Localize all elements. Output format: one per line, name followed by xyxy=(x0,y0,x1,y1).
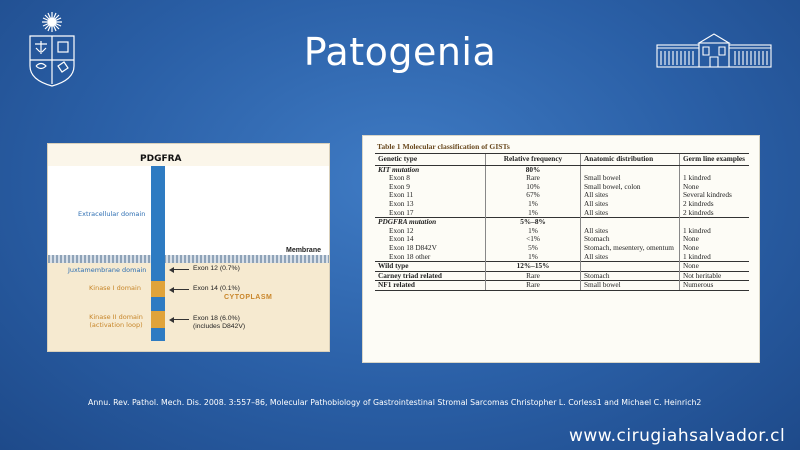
membrane-label: Membrane xyxy=(285,247,321,254)
cell xyxy=(581,262,680,272)
cell: Small bowel xyxy=(581,174,680,183)
cell: Exon 11 xyxy=(389,190,414,200)
kinase2-label-line1: Kinase II domain xyxy=(89,313,143,321)
cell: Exon 8 xyxy=(389,173,410,183)
cell: 1% xyxy=(486,253,581,262)
cell: Not heritable xyxy=(680,271,750,281)
cell: 2 kindreds xyxy=(680,209,750,218)
citation-text: Annu. Rev. Pathol. Mech. Dis. 2008. 3:557–86, Molecular Pathobiology of Gastrointestinal Stromal Sarcomas Christopher L. Corless1 and Michael C. Heinrich2 xyxy=(88,398,702,407)
table-header-row xyxy=(375,154,749,166)
kinase2-label xyxy=(86,313,146,329)
cell: NF1 related xyxy=(375,281,486,291)
cell: Stomach xyxy=(581,235,680,244)
cell: None xyxy=(680,244,750,253)
cell: 1% xyxy=(486,200,581,209)
cell: Carney triad related xyxy=(375,271,486,281)
cell-text: PDGFRA mutation xyxy=(378,217,437,227)
column-header: Genetic type xyxy=(375,154,486,166)
cell: All sites xyxy=(581,200,680,209)
exon18-arrow xyxy=(173,319,189,320)
cell: All sites xyxy=(581,253,680,262)
cell: None xyxy=(680,235,750,244)
university-crest-icon xyxy=(22,8,82,88)
cell: Stomach xyxy=(581,271,680,281)
cell: None xyxy=(680,262,750,272)
cell: 12%–15% xyxy=(486,262,581,272)
cell-text: KIT mutation xyxy=(378,164,420,174)
diagram-title: PDGFRA xyxy=(140,154,182,164)
cell: Rare xyxy=(486,174,581,183)
gist-table-panel xyxy=(362,135,760,363)
cell: Exon 18 D842V xyxy=(389,242,437,252)
cell: 10% xyxy=(486,183,581,192)
cell: 1 kindred xyxy=(680,227,750,236)
extracellular-segment xyxy=(151,166,165,262)
exon12-arrow xyxy=(173,269,189,270)
column-header: Anatomic distribution xyxy=(581,154,680,166)
table-row xyxy=(375,262,749,272)
table-row xyxy=(375,281,749,291)
cytoplasm-label: CYTOPLASM xyxy=(224,294,273,301)
cell: Numerous xyxy=(680,281,750,291)
cell: Rare xyxy=(486,281,581,291)
website-url: www.cirugiahsalvador.cl xyxy=(569,426,786,446)
cell: <1% xyxy=(486,235,581,244)
cell: 2 kindreds xyxy=(680,200,750,209)
hospital-building-icon xyxy=(655,33,773,69)
juxtamembrane-label: Juxtamembrane domain xyxy=(68,266,147,274)
kinase2-label-line2: (activation loop) xyxy=(89,321,143,329)
cell: All sites xyxy=(581,191,680,200)
cell: Rare xyxy=(486,271,581,281)
cell: Exon 14 xyxy=(389,234,414,244)
cell: None xyxy=(680,183,750,192)
cell: Small bowel, colon xyxy=(581,183,680,192)
column-header: Germ line examples xyxy=(680,154,750,166)
table-caption: Table 1 Molecular classification of GISTs xyxy=(377,142,510,151)
kinase-insert-segment xyxy=(151,297,165,311)
membrane-band xyxy=(48,255,329,263)
cell: 1% xyxy=(486,209,581,218)
cell: Exon 12 xyxy=(389,225,414,235)
gist-classification-table xyxy=(375,153,749,291)
extracellular-label: Extracellular domain xyxy=(78,210,146,218)
cell: 5% xyxy=(486,244,581,253)
cell: 1 kindred xyxy=(680,253,750,262)
cell: 1% xyxy=(486,227,581,236)
slide-title: Patogenia xyxy=(303,30,497,74)
cell: All sites xyxy=(581,227,680,236)
c-terminal-segment xyxy=(151,328,165,341)
cell: 80% xyxy=(486,165,581,174)
juxtamembrane-segment xyxy=(151,262,165,281)
exon14-label: Exon 14 (0.1%) xyxy=(193,285,240,292)
cell: Wild type xyxy=(375,262,486,272)
column-header: Relative frequency xyxy=(486,154,581,166)
cell: Several kindreds xyxy=(680,191,750,200)
cell: Exon 13 xyxy=(389,198,414,208)
cell: Exon 17 xyxy=(389,207,414,217)
exon14-arrow xyxy=(173,289,189,290)
cell: Exon 18 other xyxy=(389,251,431,261)
kinase1-segment xyxy=(151,281,165,297)
kinase1-label: Kinase I domain xyxy=(89,284,141,292)
cell: 1 kindred xyxy=(680,174,750,183)
exon18-label-line2: (includes D842V) xyxy=(193,323,246,330)
exon18-label-line1: Exon 18 (6.0%) xyxy=(193,315,240,322)
cell: 67% xyxy=(486,191,581,200)
kinase2-segment xyxy=(151,311,165,328)
cytoplasm-region xyxy=(48,263,329,351)
exon18-label xyxy=(193,315,245,331)
cell: 5%–8% xyxy=(486,218,581,227)
cell: Stomach, mesentery, omentum xyxy=(581,244,680,253)
cell: Small bowel xyxy=(581,281,680,291)
pdgfra-diagram xyxy=(47,143,330,352)
cell: Exon 9 xyxy=(389,181,410,191)
cell: All sites xyxy=(581,209,680,218)
exon12-label: Exon 12 (0.7%) xyxy=(193,265,240,272)
